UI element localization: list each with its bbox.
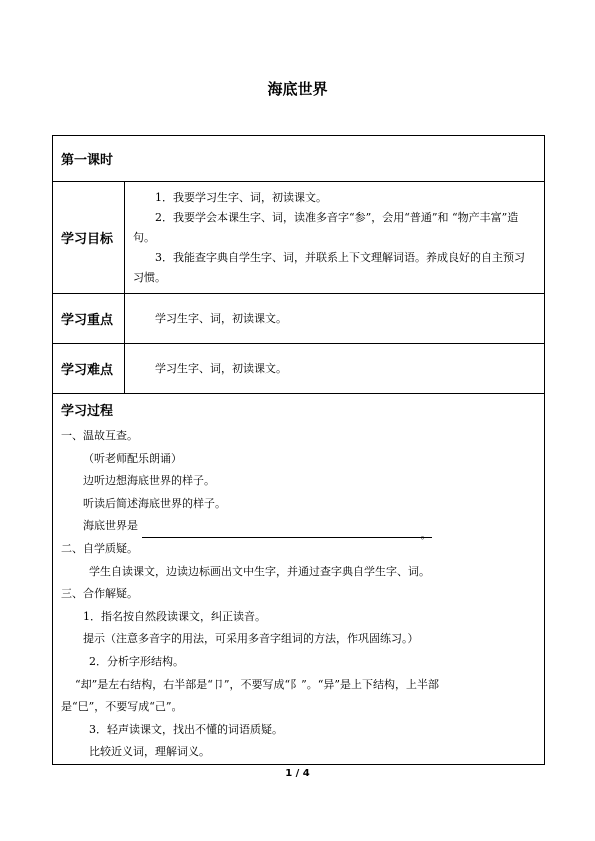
key-points-label: 学习重点 (53, 294, 125, 344)
document-title: 海底世界 (267, 80, 328, 98)
process-line: 提示（注意多音字的用法，可采用多音字组词的方法，作巩固练习。） (83, 632, 419, 646)
fill-in-blank (142, 524, 432, 541)
goal-item: 2．我要学会本课生字、词，读准多音字“参”，会用“普通”和 “物产丰富”造句。 (133, 210, 519, 244)
learning-process-body (53, 425, 544, 764)
process-line: 3．轻声读课文，找出不懂的词语质疑。 (89, 722, 283, 736)
first-lesson-row (53, 136, 545, 182)
page-number: 1 / 4 (285, 768, 310, 779)
lesson-plan-table (52, 135, 545, 765)
process-line: 学生自读课文，边读边标画出文中生字，并通过查字典自学生字、词。 (89, 564, 430, 578)
learning-goals-row (53, 182, 545, 294)
difficulties-text: 学习生字、词，初读课文。 (155, 361, 287, 375)
learning-goals-label: 学习目标 (53, 182, 125, 294)
process-line: 1．指名按自然段读课文，纠正读音。 (83, 609, 266, 623)
process-line: 三、合作解疑。 (61, 587, 138, 601)
learning-process-row (53, 394, 545, 765)
fill-in-period: 。 (420, 527, 432, 541)
process-line: （听老师配乐朗诵） (83, 451, 182, 465)
learning-goals-content (125, 182, 545, 294)
process-line: 二、自学质疑。 (61, 541, 138, 555)
key-points-text: 学习生字、词，初读课文。 (155, 311, 287, 325)
learning-process-heading: 学习过程 (61, 404, 114, 419)
difficulties-label: 学习难点 (53, 344, 125, 394)
process-line: “却”是左右结构，右半部是“卩”，不要写成“阝”。“异”是上下结构，上半部 (75, 677, 439, 691)
first-lesson-heading: 第一课时 (53, 136, 545, 182)
process-line: 是“巳”，不要写成“己”。 (61, 700, 183, 714)
difficulties-row (53, 344, 545, 394)
goal-item: 1．我要学习生字、词，初读课文。 (155, 190, 327, 204)
process-line: 听读后简述海底世界的样子。 (83, 496, 226, 510)
process-line: 比较近义词，理解词义。 (89, 745, 210, 759)
fill-in-prompt: 海底世界是 (83, 519, 138, 533)
key-points-row (53, 294, 545, 344)
process-line: 一、温故互查。 (61, 429, 138, 442)
fill-in-line (61, 515, 536, 541)
process-line: 2．分析字形结构。 (89, 654, 184, 668)
process-line: 边听边想海底世界的样子。 (83, 474, 215, 488)
goal-item: 3．我能查字典自学生字、词，并联系上下文理解词语。养成良好的自主预习习惯。 (133, 250, 525, 284)
